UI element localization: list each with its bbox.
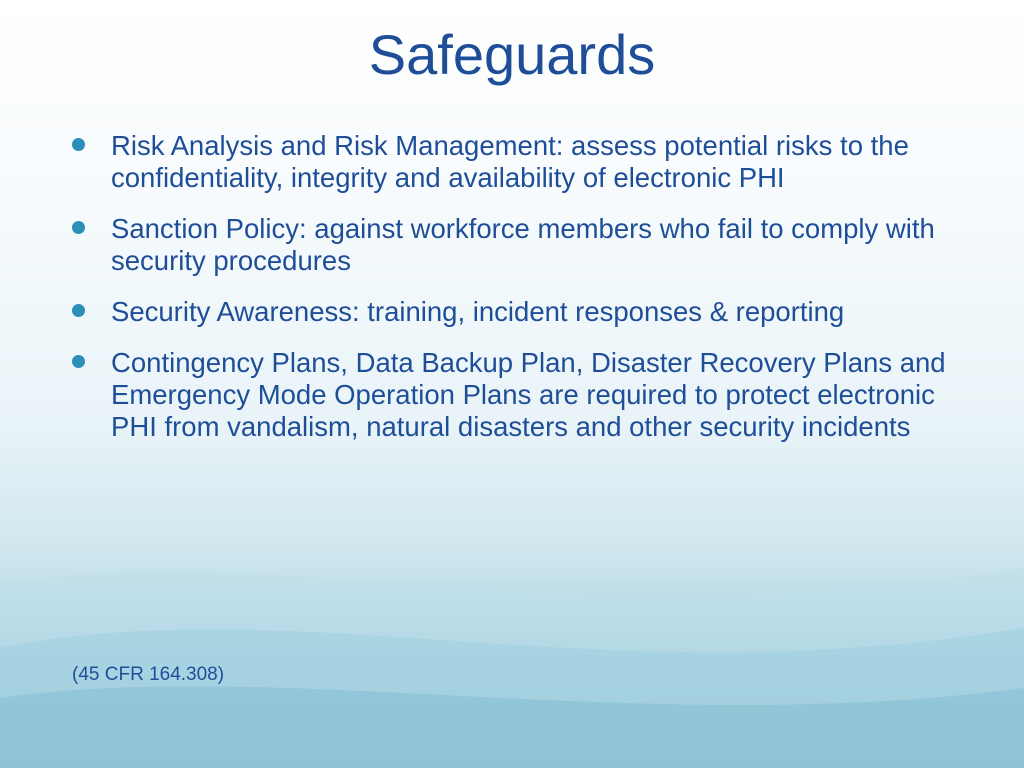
bullet-list [72,130,972,462]
bullet-item-risk-analysis [72,130,972,194]
bullet-text: Sanction Policy: against workforce members who fail to comply with security procedures [111,213,935,276]
bullet-item-security-awareness [72,296,972,328]
bullet-icon [72,221,85,234]
bullet-icon [72,138,85,151]
bullet-text: Contingency Plans, Data Backup Plan, Disaster Recovery Plans and Emergency Mode Operation Plans are required to protect electronic PHI from vandalism, natural disasters and other security incidents [111,347,946,442]
bullet-item-sanction-policy [72,213,972,277]
bullet-icon [72,304,85,317]
citation-footnote: (45 CFR 164.308) [72,664,225,685]
slide-title: Safeguards [368,23,656,86]
bullet-text: Security Awareness: training, incident responses & reporting [111,296,845,327]
bullet-icon [72,355,85,368]
bullet-text: Risk Analysis and Risk Management: assess potential risks to the confidentiality, integrity and availability of electronic PHI [111,130,909,193]
bullet-item-contingency-plans [72,347,972,443]
